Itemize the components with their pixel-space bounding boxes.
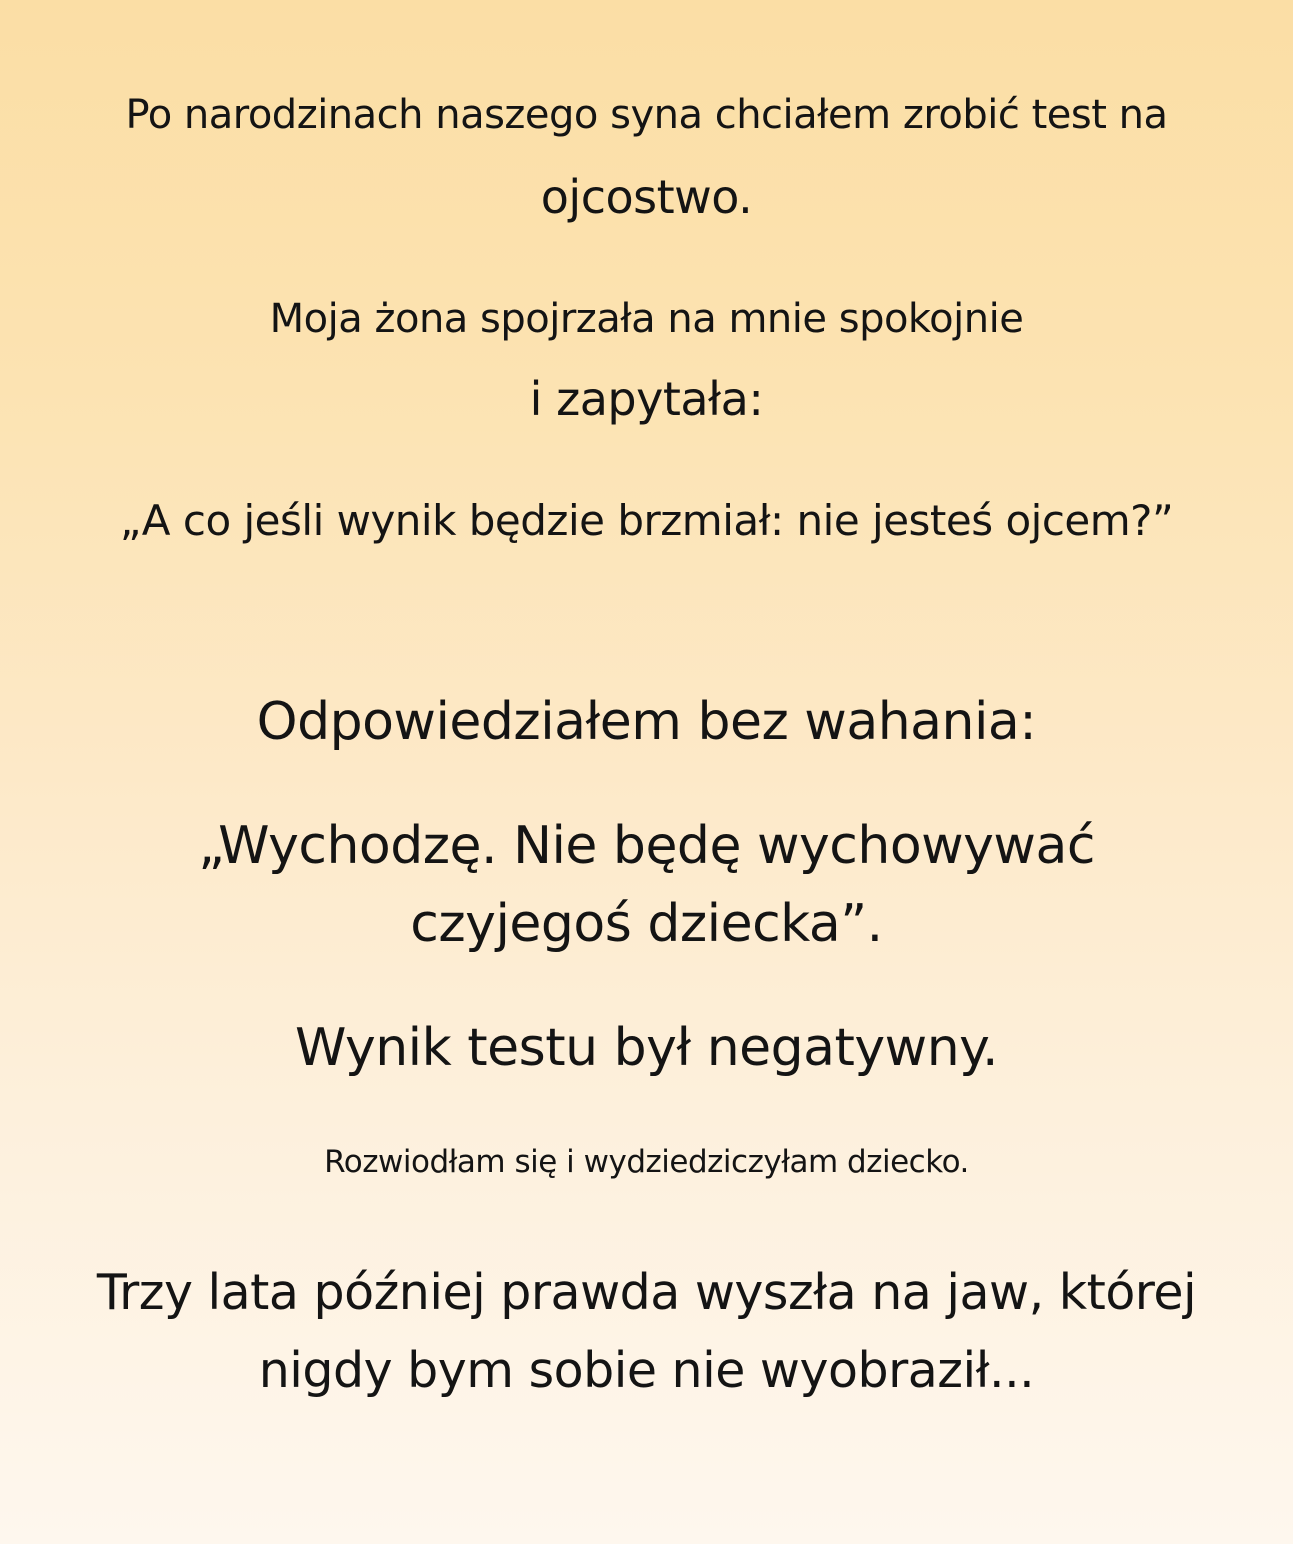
story-line-3: Moja żona spojrzała na mnie spokojnie [269, 296, 1024, 342]
story-line-5: „A co jeśli wynik będzie brzmiał: nie jesteś ojcem?” [119, 496, 1174, 545]
story-line-8: czyjegoś dziecka”. [410, 894, 883, 954]
story-line-6: Odpowiedziałem bez wahania: [256, 692, 1037, 752]
story-line-4: i zapytała: [529, 372, 764, 426]
story-line-7: „Wychodzę. Nie będę wychowywać [198, 816, 1095, 876]
story-line-10: Rozwiodłam się i wydziedziczyłam dziecko. [324, 1144, 969, 1180]
story-line-2: ojcostwo. [540, 170, 753, 224]
story-line-9: Wynik testu był negatywny. [294, 1018, 999, 1078]
story-line-1: Po narodzinach naszego syna chciałem zrobić test na [125, 92, 1168, 138]
story-line-12: nigdy bym sobie nie wyobraził... [258, 1342, 1035, 1399]
story-line-11: Trzy lata później prawda wyszła na jaw, której [96, 1264, 1197, 1321]
